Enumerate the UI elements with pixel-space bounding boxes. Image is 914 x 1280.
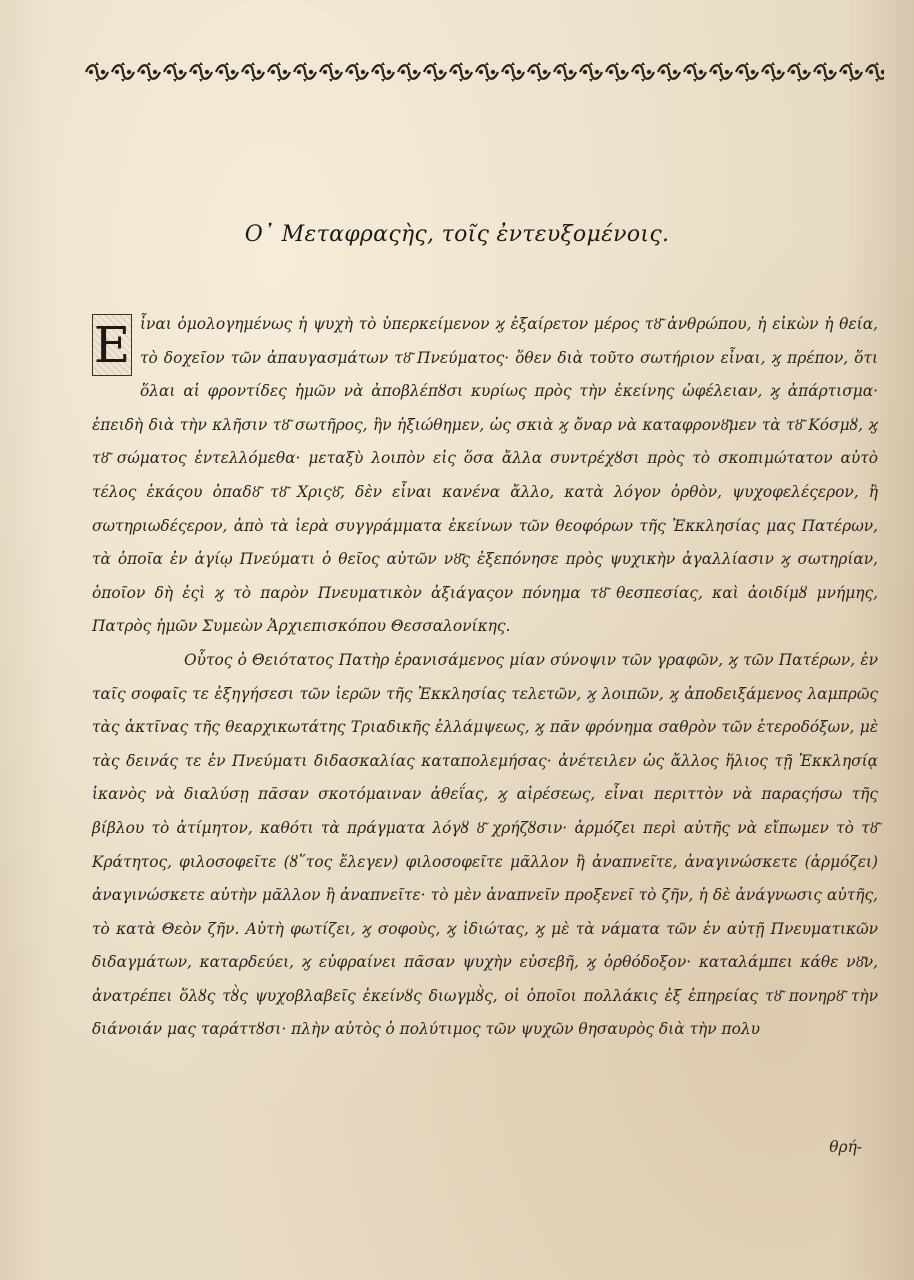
body-text	[92, 308, 878, 1062]
ornamental-border	[84, 60, 884, 84]
paragraph-second: Οὗτος ὁ Θειότατος Πατὴρ ἐρανισάμενος μίαν σύνοψιν τῶν γραφῶν, ϗ τῶν Πατέρων, ἐν ταῖς σοφαῖς τε ἐξηγήσεσι τῶν ἱερῶν τῆς Ἐκκλησίας τελετῶν, ϗ λοιπῶν, ϗ ἀποδειξάμενος λαμπρῶς τὰς ἀκτῖνας τῆς θεαρχικωτάτης Τριαδικῆς ἐλλάμψεως, ϗ πᾶν φρόνημα σαθρὸν τῶν ἑτεροδόξων, μὲ τὰς δεινάς τε ἐν Πνεύματι διδασκαλίας καταπολεμήσας· ἀνέτειλεν ὡς ἄλλος ἥλιος τῇ Ἐκκλησίᾳ ἱκανὸς νὰ διαλύσῃ πᾶσαν σκοτόμαιναν ἀθεΐας, ϗ αἱρέσεως, εἶναι περιττὸν νὰ παραςήσω τῆς βίβλου τὸ ἀτίμητον, καθότι τὰ πράγματα λόγȣ ȣ͂ χρήζȣσιν· ἁρμόζει περὶ αὐτῆς νὰ εἴπωμεν τὸ τȣ͂ Κράτητος, φιλοσοφεῖτε (ȣ῞τος ἔλεγεν) φιλοσοφεῖτε μᾶλλον ἢ ἀναπνεῖτε, ἀναγινώσκετε (ἁρμόζει) ἀναγινώσκετε αὐτὴν μᾶλλον ἢ ἀναπνεῖτε· τὸ μὲν ἀναπνεῖν προξενεῖ τὸ ζῆν, ἡ δὲ ἀνάγνωσις αὐτῆς, τὸ κατὰ Θεὸν ζῆν. Αὐτὴ φωτίζει, ϗ σοφοὺς, ϗ ἰδιώτας, ϗ μὲ τὰ νάματα τῶν ἐν αὐτῇ Πνευματικῶν διδαγμάτων, καταρδεύει, ϗ εὐφραίνει πᾶσαν ψυχὴν εὐσεβῆ, ϗ ὀρθόδοξον· καταλάμπει κάθε νȣ͂ν, ἀνατρέπει ὅλȣς τȣ̀ς ψυχοβλαβεῖς ἐκείνȣς διωγμȣ̀ς, οἱ ὁποῖοι πολλάκις ἐξ ἐπηρείας τȣ͂ πονηρȣ͂ τὴν διάνοιάν μας ταράττȣσι· πλὴν αὐτὸς ὁ πολύτιμος τῶν ψυχῶν θησαυρὸς διὰ τὴν πολυ	[92, 650, 878, 1039]
paragraph-first	[92, 308, 878, 644]
paragraph-first-text: ἶναι ὁμολογημένως ἡ ψυχὴ τὸ ὑπερκείμενον ϗ ἐξαίρετον μέρος τȣ͂ ἀνθρώπου, ἡ εἰκὼν ἡ θεία, τὸ δοχεῖον τῶν ἀπαυγασμάτων τȣ͂ Πνεύματος· ὅθεν διὰ τοῦτο σωτήριον εἶναι, ϗ πρέπον, ὅτι ὅλαι αἱ φροντίδες ἡμῶν νὰ ἀποβλέπȣσι κυρίως πρὸς τὴν ἐκείνης ὠφέλειαν, ϗ ἀπάρτισμα· ἐπειδὴ διὰ τὴν κλῆσιν τȣ͂ σωτῆρος, ἣν ἠξιώθημεν, ὡς σκιὰ ϗ ὄναρ νὰ καταφρονȣ͂μεν τὰ τȣ͂ Κόσμȣ, ϗ τȣ͂ σώματος ἐντελλόμεθα· μεταξὺ λοιπὸν εἰς ὅσα ἄλλα συντρέχȣσι πρὸς τὸ σκοπιμώτατον αὐτὸ τέλος ἑκάςου ὀπαδȣ͂ τȣ͂ Χριςȣ͂, δὲν εἶναι κανένα ἄλλο, κατὰ λόγον ὀρθὸν, ψυχοφελέςερον, ἢ σωτηριωδέςερον, ἀπὸ τὰ ἱερὰ συγγράμματα ἐκείνων τῶν θεοφόρων τῆς Ἐκκλησίας μας Πατέρων, τὰ ὁποῖα ἐν ἁγίῳ Πνεύματι ὁ θεῖος αὐτῶν νȣ͂ς ἐξεπόνησε πρὸς ψυχικὴν ἀγαλλίασιν ϗ σωτηρίαν, ὁποῖον δὴ ἐςὶ ϗ τὸ παρὸν Πνευματικὸν ἀξιάγαςον πόνημα τȣ͂ θεσπεσίας, καὶ ἀοιδίμȣ μνήμης, Πατρὸς ἡμῶν Συμεὼν Ἀρχιεπισκόπου Θεσσαλονίκης.	[92, 315, 878, 636]
catchword: θρή-	[829, 1138, 862, 1156]
page-heading: Ο᾿ Μεταφραςὴς, τοῖς ἐντευξομένοις.	[244, 222, 670, 247]
drop-cap: Ε	[93, 316, 131, 374]
